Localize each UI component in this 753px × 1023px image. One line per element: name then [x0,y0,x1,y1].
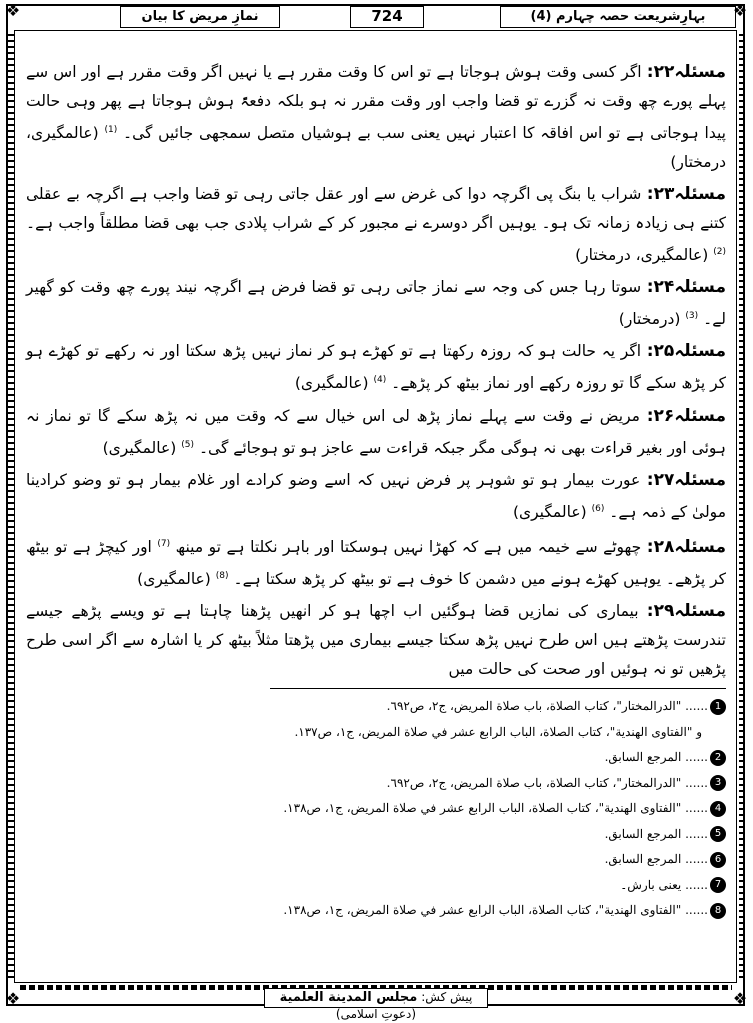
footnote-ref[interactable]: (7) [157,538,171,549]
masla-label: مسئلہ۲۴: [646,277,726,298]
masla-text: عورت بیمار ہو تو شوہر پر فرض نہیں کہ اسے وضو کرادے اور غلام بیمار ہو تو وضو کرادینا مولیٰ کے ذمہ ہے۔ [26,470,726,521]
footnote-number: 1 [710,699,726,715]
footnote-number: 5 [710,826,726,842]
footnote-item: 5...... المرجع السابق. [40,822,726,848]
masla-text: چھوٹے سے خیمہ میں ہے کہ کھڑا نہیں ہوسکتا اور باہر نکلتا ہے تو مینھ [175,538,642,557]
footnote-text: "الفتاوى الهندية"، كتاب الصلاة، الباب الرابع عشر في صلاة المريض، ج١، ص١٣٨. [283,801,682,815]
masla-29 [26,597,726,684]
masla-label: مسئلہ۲۷: [646,469,726,490]
left-border-pattern [8,34,14,980]
footnote-item [40,720,726,746]
footnote-number: 2 [710,750,726,766]
corner-ornament-icon: ❖ [5,989,21,1008]
footnote-item: 8...... "الفتاوى الهندية"، كتاب الصلاة، الباب الرابع عشر في صلاة المريض، ج١، ص١٣٨. [40,898,726,924]
masla-27 [26,466,726,527]
page-footer [264,988,488,1021]
masla-23 [26,180,726,270]
page-header [16,6,737,28]
masla-source: (عالمگیری) [137,570,211,589]
footnote-item: 2...... المرجع السابق. [40,745,726,771]
masla-25 [26,337,726,398]
right-border-pattern [739,34,745,980]
masla-source: (عالمگیری) [294,374,369,393]
footnote-text: "الدرالمختار"، كتاب الصلاة، باب صلاة المريض، ج٢، ص٦٩٢. [386,775,682,790]
masla-26 [26,402,726,463]
footnote-text: "الفتاوى الهندية"، كتاب الصلاة، الباب الرابع عشر في صلاة المريض، ج١، ص١٣٨. [283,903,682,917]
masla-label: مسئلہ۲۸: [646,537,727,558]
masla-text: اگر کسی وقت ہوش ہوجاتا ہے تو اس کا وقت مقرر ہے یا نہیں اگر وقت مقرر ہے اور اس سے پہلے پورے چھ وقت نہ گزرے تو قضا واجب اور وقت مقرر نہ ہو بلکہ دفعۃً ہوش ہوجاتا ہے پھر وہی حالت پیدا ہوجاتی ہے تو اس افاقہ کا اعتبار نہیں یعنی سب بے ہوشیاں متصل سمجھی جائیں گی۔ [26,63,726,143]
footnote-item: 1...... "الدرالمختار"، كتاب الصلاة، باب صلاة المريض، ج٢، ص٦٩٢. [40,694,726,720]
masla-text: سوتا رہا جس کی وجہ سے نماز جاتی رہی تو قضا فرض ہے اگرچہ نیند پورے چھ وقت کو گھیر لے۔ [26,278,726,329]
page-number: 724 [350,6,424,28]
footnotes [40,694,726,924]
masla-22 [26,58,726,177]
corner-ornament-icon: ❖ [732,989,748,1008]
masla-source: (عالمگیری، درمختار) [26,124,726,172]
footnote-number: 6 [710,852,726,868]
masla-label: مسئلہ۲۳: [646,184,727,205]
corner-ornament-icon: ❖ [5,1,21,20]
footer-organization: مجلس المدينة العلمية [279,990,418,1005]
footnote-text: المرجع السابق. [604,750,682,764]
footnote-ref[interactable]: (8) [215,571,229,582]
masla-label: مسئلہ۲۵: [646,341,726,362]
footnote-text: یعنی بارش۔ [620,877,682,892]
masla-text-continued: اور کیچڑ ہے تو بیٹھ کر پڑھے۔ یوہیں کھڑے ہونے میں دشمن کا خوف ہے تو بیٹھ کر پڑھ سکتا ہے۔ [26,538,726,589]
footnote-item: 6...... المرجع السابق. [40,847,726,873]
masla-28 [26,530,726,594]
corner-ornament-icon: ❖ [732,1,748,20]
footnote-ref[interactable]: (6) [591,503,605,514]
masla-source: (درمختار) [618,310,681,329]
footnote-text: المرجع السابق. [604,826,682,841]
footnote-number: 8 [710,903,726,919]
footnote-ref[interactable]: (3) [685,311,699,322]
masla-label: مسئلہ۲۹: [646,601,726,622]
footnote-item: 3...... "الدرالمختار"، كتاب الصلاة، باب صلاة المريض، ج٢، ص٦٩٢. [40,771,726,797]
book-title: بہارِشریعت حصہ چہارم (4) [500,6,736,28]
footnote-item: 7...... یعنی بارش۔ [40,873,726,899]
footer-presenter: پیش کش: [421,990,473,1004]
masla-24 [26,273,726,334]
footnote-number: 7 [710,877,726,893]
footnote-ref[interactable]: (5) [181,439,194,450]
masla-text: مریض نے وقت سے پہلے نماز پڑھ لی اس خیال سے کہ وقت میں نہ پڑھ سکے گا تو نماز نہ ہوئی اور بغیر قراءت بھی نہ ہوگی مگر جبکہ قراءت سے عاجز ہو تو ہوجائے گی۔ [26,406,726,457]
masla-text: اگر یہ حالت ہو کہ روزہ رکھتا ہے تو کھڑے ہو کر نماز نہیں پڑھ سکتا اور نہ رکھے تو کھڑے ہو کر پڑھ سکے گا تو روزہ رکھے اور نماز بیٹھ کر پڑھے۔ [26,342,726,393]
chapter-title: نمازِ مریض کا بیان [120,6,280,28]
masla-label: مسئلہ۲۶: [646,405,726,426]
footnote-ref[interactable]: (1) [104,125,118,135]
masla-source: (عالمگیری، درمختار) [575,246,709,265]
footer-subtitle: (دعوتِ اسلامی) [335,1007,417,1021]
footnote-number: 4 [710,801,726,817]
footnote-divider [270,688,726,689]
masla-source: (عالمگیری) [512,502,587,521]
masla-source: (عالمگیری) [102,438,177,457]
main-text [26,58,726,687]
footnote-text: المرجع السابق. [604,852,682,866]
footnote-item: 4...... "الفتاوى الهندية"، كتاب الصلاة، الباب الرابع عشر في صلاة المريض، ج١، ص١٣٨. [40,796,726,822]
footnote-text: و "الفتاوى الهندية"، كتاب الصلاة، الباب الرابع عشر في صلاة المريض، ج١، ص١٣٧. [294,724,702,739]
masla-text: شراب یا بنگ پی اگرچہ دوا کی غرض سے اور عقل جاتی رہی تو قضا واجب ہے اگرچہ بے عقلی کتنے ہی زیادہ زمانہ تک ہو۔ یوہیں اگر دوسرے نے مجبور کر کے شراب پلادی جب بھی قضا مطلقاً واجب ہے۔ [26,185,726,233]
masla-text: بیماری کی نمازیں قضا ہوگئیں اب اچھا ہو کر انھیں پڑھنا چاہتا ہے تو ویسے پڑھے جیسے تندرست پڑھتے ہیں اس طرح نہیں پڑھ سکتا جیسے بیماری میں پڑھتا مثلاً بیٹھ کر یا اشارہ سے اگر اسی طرح پڑھیں تو نہ ہوئیں اور صحت کی حالت میں [26,602,726,679]
masla-label: مسئلہ۲۲: [646,62,726,82]
footnote-ref[interactable]: (2) [713,247,726,258]
footnote-number: 3 [710,775,726,791]
footnote-text: "الدرالمختار"، كتاب الصلاة، باب صلاة المريض، ج٢، ص٦٩٢. [386,699,682,713]
footnote-ref[interactable]: (4) [373,375,387,386]
